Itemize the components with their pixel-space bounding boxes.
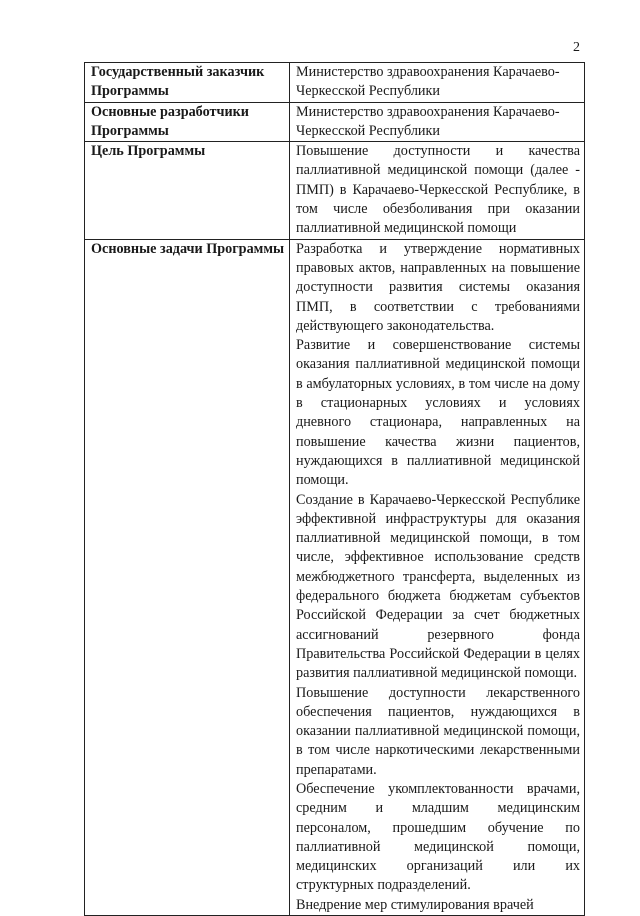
- paragraph: Повышение доступности и качества паллиативной медицинской помощи (далее - ПМП) в Карачаево-Черкесской Республике, в том числе обезболивания при оказании паллиативной медицинской помощи: [296, 143, 580, 237]
- row-value-goal: [290, 142, 585, 239]
- paragraph: Разработка и утверждение нормативных правовых актов, направленных на повышение доступности развития системы оказания ПМП, в соответствии с требованиями действующего законодательства.: [296, 240, 580, 334]
- program-passport-table: [84, 62, 585, 916]
- paragraph: Повышение доступности лекарственного обеспечения пациентов, нуждающихся в оказании паллиативной медицинской помощи, в том числе наркотическими лекарственными препаратами.: [296, 684, 580, 778]
- paragraph: Обеспечение укомплектованности врачами, средним и младшим медицинским персоналом, прошедшим обучение по паллиативной медицинской помощи, медицинских организаций или их структурных подразделений.: [296, 780, 580, 894]
- row-label-tasks: Основные задачи Программы: [85, 239, 290, 915]
- paragraph: Министерство здравоохранения Карачаево-Черкесской Республики: [296, 103, 560, 139]
- row-label-customer: Государственный заказчик Программы: [85, 63, 290, 103]
- row-label-goal: Цель Программы: [85, 142, 290, 239]
- row-value-tasks: [290, 239, 585, 915]
- table-row: [85, 239, 585, 915]
- row-value-customer: [290, 63, 585, 103]
- paragraph: Создание в Карачаево-Черкесской Республике эффективной инфраструктуры для оказания паллиативной медицинской помощи, в том числе, эффективное использование средств межбюджетного трансферта, выделенных из федерального бюджета бюджетам субъектов Российской Федерации за счет бюджетных ассигнований резервного фонда Правительства Российской Федерации в целях развития паллиативной медицинской помощи.: [296, 491, 580, 682]
- page-number: 2: [573, 40, 580, 55]
- paragraph: Развитие и совершенствование системы оказания паллиативной медицинской помощи в амбулаторных условиях, в том числе на дому в стационарных условиях и условиях дневного стационара, направленных на повышение качества жизни пациентов, нуждающихся в паллиативной медицинской помощи.: [296, 337, 580, 489]
- table-row: [85, 142, 585, 239]
- table-row: [85, 102, 585, 142]
- paragraph: Министерство здравоохранения Карачаево-Черкесской Республики: [296, 64, 560, 100]
- row-value-developers: [290, 102, 585, 142]
- row-label-developers: Основные разработчики Программы: [85, 102, 290, 142]
- paragraph: Внедрение мер стимулирования врачей: [296, 896, 534, 913]
- table-row: [85, 63, 585, 103]
